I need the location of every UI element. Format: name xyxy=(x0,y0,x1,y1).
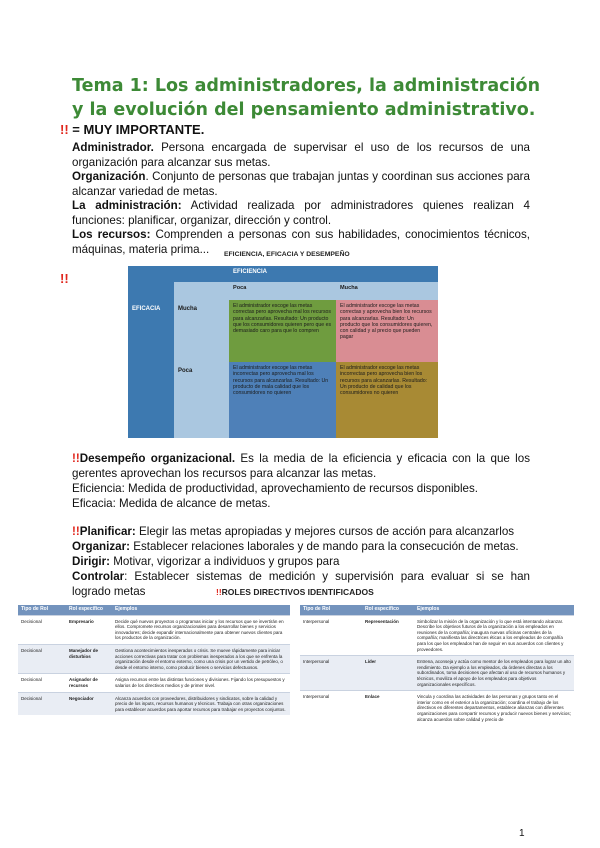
important-marker: !! xyxy=(72,525,80,538)
def-administrador xyxy=(72,140,530,170)
importance-legend xyxy=(60,122,204,137)
roles-title xyxy=(216,587,374,597)
func-text: : Establecer sistemas de medición y supervisión para evaluar si se han logrado metas xyxy=(72,570,530,598)
important-marker: !! xyxy=(60,271,69,286)
role-type: Interpersonal xyxy=(300,656,362,691)
matrix-cell-mucha-poca: El administrador escoge las metas correctas pero aprovecha mal los recursos para alcanzarlas. Resultado: Un producto que los consumidores quieren pero que es demasiado caro para que lo compren xyxy=(229,300,336,362)
def-term: Desempeño organizacional. xyxy=(79,452,236,465)
matrix-row-header: EFICACIA xyxy=(128,300,174,438)
func-term: Controlar xyxy=(72,570,125,583)
role-examples: Gestiona acontecimientos inesperados o crisis. Se mueve rápidamente para iniciar acciones correctivas para tratar con problemas inesperados a los que se enfrenta la organización desde el entorno externo, como una crisis por un vertido de petróleo, o desde el entorno interno, como producir bienes o servicios defectuosos. xyxy=(112,644,290,673)
table-row xyxy=(300,615,574,656)
func-term: Dirigir: xyxy=(72,555,111,568)
def-organizacion xyxy=(72,169,530,199)
def-text: Persona encargada de supervisar el uso de los recursos de una organización para alcanzar sus metas. xyxy=(72,141,530,169)
matrix-col-mucha: Mucha xyxy=(336,282,438,300)
role-type: Interpersonal xyxy=(300,691,362,725)
matrix-cell-poca-poca: El administrador escoge las metas incorrectas pero aprovecha mal los recursos para alcanzarlas. Resultado: Un producto de mala calidad que los consumidores no quieren xyxy=(229,362,336,438)
def-term: La administración: xyxy=(72,199,182,212)
matrix-col-poca: Poca xyxy=(229,282,336,300)
matrix-cell-mucha-mucha: El administrador escoge las metas correctas y aprovecha bien los recursos para alcanzarlas. Resultado: Un producto que los consumidores quieren, con calidad y al precio que pueden pagar xyxy=(336,300,438,362)
eficiencia-line: Eficiencia: Medida de productividad, aprovechamiento de recursos disponibles. xyxy=(72,482,479,495)
def-text: Comprenden a personas con sus habilidades, conocimientos técnicos, máquinas, materia prima... xyxy=(72,228,530,256)
def-desempeno xyxy=(72,451,530,481)
role-name: Empresario xyxy=(66,615,112,644)
table-row xyxy=(18,674,290,692)
table-row xyxy=(18,692,290,715)
role-name: Asignador de recursos xyxy=(66,674,112,692)
role-type: Decisional xyxy=(18,615,66,644)
role-examples: Asigna recursos entre las distintas funciones y divisiones. Fijando los presupuestos y salarios de los directivos medios y de primer nivel. xyxy=(112,674,290,692)
role-type: Decisional xyxy=(18,644,66,673)
table-row xyxy=(300,656,574,691)
matrix-title: EFICIENCIA, EFICACIA Y DESEMPEÑO xyxy=(224,251,350,258)
important-marker: !! xyxy=(60,122,69,137)
role-name: Enlace xyxy=(362,691,414,725)
role-examples: Decide qué nuevos proyectos o programas iniciar y los recursos que se invertirán en ellos. Compromete recursos organizacionales para desarrollar bienes y servicios innovadores; decide expandir internacionalmente para obtener nuevos clientes para los productos de la organización. xyxy=(112,615,290,644)
func-planificar xyxy=(72,524,530,539)
matrix-corner xyxy=(174,266,229,282)
def-term: Organización xyxy=(72,170,146,183)
def-administracion xyxy=(72,198,530,228)
role-type: Decisional xyxy=(18,674,66,692)
table-row xyxy=(18,644,290,673)
func-text: Motivar, vigorizar a individuos y grupos para xyxy=(110,555,340,568)
matrix-corner xyxy=(128,282,174,300)
legend-text: = MUY IMPORTANTE. xyxy=(68,122,205,137)
def-text: Es la media de la eficiencia y eficacia con la que los gerentes aprovechan los recursos para alcanzar las metas. xyxy=(72,452,530,480)
role-type: Interpersonal xyxy=(300,615,362,656)
role-examples: Vincula y coordina las actividades de las personas y grupos tanto en el interior como en el exterior a la organización; coordina el trabajo de los directivos en diferentes departamentos, establece alianzas con diferentes organizaciones para compartir recursos y producir nuevos bienes y servicios; alcanza acuerdos sobre calidad y precio de xyxy=(414,691,574,725)
matrix-col-header: EFICIENCIA xyxy=(229,266,438,282)
efficiency-efficacy-matrix xyxy=(128,266,438,438)
matrix-corner xyxy=(128,266,174,282)
func-dirigir xyxy=(72,554,530,569)
def-text: . Conjunto de personas que trabajan juntas y coordinan sus acciones para alcanzar variedad de metas. xyxy=(72,170,530,198)
roles-table-left xyxy=(18,605,290,715)
page-number: 1 xyxy=(519,828,525,839)
roles-table-right xyxy=(300,605,574,725)
role-type: Decisional xyxy=(18,692,66,715)
role-name: Negociador xyxy=(66,692,112,715)
func-text: Establecer relaciones laborales y de mando para la consecución de metas. xyxy=(129,540,519,553)
table-row xyxy=(300,691,574,725)
matrix-row-poca: Poca xyxy=(174,362,229,438)
role-examples: Simbolizar la misión de la organización y lo que está intentando alcanzar. Describe los objetivos futuros de la organización a los empleados en reuniones de la compañía; inaugura nuevas oficinas centrales de la compañía; manifiesta las directrices éticas a los empleados de compañía para los que los empleados han de seguir en sus acuerdos con clientes y proveedores. xyxy=(414,615,574,656)
def-term: Los recursos: xyxy=(72,228,151,241)
def-term: Administrador. xyxy=(72,141,154,154)
role-name: Manejador de disturbios xyxy=(66,644,112,673)
role-name: Representación xyxy=(362,615,414,656)
col-header: Tipo de Rol xyxy=(300,605,362,615)
func-term: Organizar: xyxy=(72,540,130,553)
func-organizar xyxy=(72,539,530,554)
important-marker: !! xyxy=(216,587,222,597)
eficacia-line: Eficacia: Medida de alcance de metas. xyxy=(72,497,271,510)
col-header: Ejemplos xyxy=(414,605,574,615)
page-title: Tema 1: Los administradores, la administración y la evolución del pensamiento administrativo. xyxy=(72,76,541,120)
matrix-cell-poca-mucha: El administrador escoge las metas incorrectas pero aprovecha bien los recursos para alcanzarlas. Resultado: Un producto de calidad que los consumidores no quieren xyxy=(336,362,438,438)
role-examples: Alcanza acuerdos con proveedores, distribuidores y sindicatos, sobre la calidad y precio de los inputs, recursos humanos y técnicos. Trabaja con otras organizaciones para establecer acuerdos para aportar recursos para trabajar en proyectos conjuntos. xyxy=(112,692,290,715)
col-header: Rol específico xyxy=(362,605,414,615)
matrix-corner xyxy=(174,282,229,300)
table-row xyxy=(18,615,290,644)
roles-title-text: ROLES DIRECTIVOS IDENTIFICADOS xyxy=(221,587,374,597)
col-header: Ejemplos xyxy=(112,605,290,615)
role-name: Líder xyxy=(362,656,414,691)
matrix-row-mucha: Mucha xyxy=(174,300,229,362)
role-examples: Entrena, aconseja y actúa como mentor de los empleados para lograr un alto rendimiento. Da ejemplo a los empleados, da órdenes directas a los subordinados, toma decisiones que afectan al uso de recursos humanos y técnicos, moviliza el apoyo de los empleados para objetivos organizacionales específicos. xyxy=(414,656,574,691)
col-header: Tipo de Rol xyxy=(18,605,66,615)
func-term: Planificar: xyxy=(79,525,136,538)
table-header-row xyxy=(300,605,574,615)
table-header-row xyxy=(18,605,290,615)
func-text: Elegir las metas apropiadas y mejores cursos de acción para alcanzarlos xyxy=(135,525,515,538)
def-text: Actividad realizada por administradores quienes realizan 4 funciones: planificar, organizar, dirección y control. xyxy=(72,199,530,227)
col-header: Rol específico xyxy=(66,605,112,615)
important-marker: !! xyxy=(72,452,80,465)
